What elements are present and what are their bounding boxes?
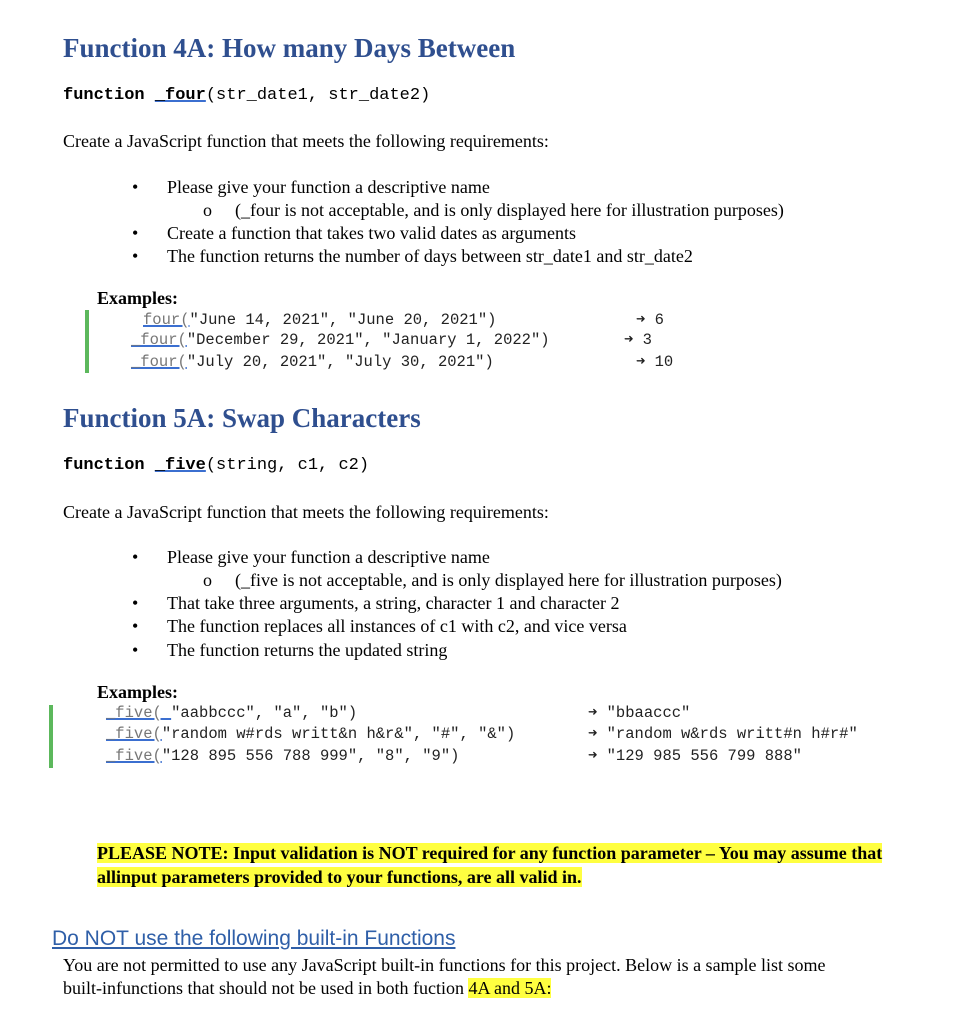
params: (string, c1, c2) — [205, 456, 370, 475]
bullet: • — [132, 547, 139, 567]
params: (str_date1, str_date2) — [205, 86, 431, 105]
builtin-text: You are not permitted to use any JavaScript built-in functions for this project. Below is a sample list some — [63, 955, 826, 975]
section-title-5a: Function 5A: Swap Characters — [63, 403, 421, 433]
example-result: ➜ 10 — [636, 353, 674, 371]
bullet-text: The function replaces all instances of c1 with c2, and vice versa — [167, 616, 627, 636]
bullet-text: That take three arguments, a string, character 1 and character 2 — [167, 593, 620, 613]
bullet: • — [132, 616, 139, 636]
function-name: _five — [154, 456, 206, 475]
example-result: ➜ 3 — [624, 331, 652, 349]
example-call: _five("random w#rds writt&n h&r&", "#", "&") — [106, 725, 516, 743]
builtin-text: built-infunctions that should not be used in both fuction 4A and 5A: — [63, 978, 552, 998]
bullet-text: The function returns the number of days between str_date1 and str_date2 — [167, 246, 693, 266]
bullet-text: Please give your function a descriptive name — [167, 547, 490, 567]
sub-bullet: o — [203, 570, 212, 590]
examples-label: Examples: — [97, 288, 178, 308]
intro-4a: Create a JavaScript function that meets the following requirements: — [63, 131, 549, 151]
example-bar — [85, 310, 89, 373]
bullet-text: Please give your function a descriptive name — [167, 177, 490, 197]
note-line: allinput parameters provided to your functions, are all valid in. — [97, 867, 582, 887]
builtin-heading[interactable]: Do NOT use the following built-in Functions — [52, 927, 456, 950]
bullet-text: The function returns the updated string — [167, 640, 448, 660]
bullet: • — [132, 223, 139, 243]
example-result: ➜ "129 985 556 799 888" — [588, 747, 802, 765]
example-result: ➜ "bbaaccc" — [588, 704, 691, 722]
sub-bullet: o — [203, 200, 212, 220]
example-call: _four("December 29, 2021", "January 1, 2022") — [131, 331, 550, 349]
example-result: ➜ "random w&rds writt#n h#r#" — [588, 725, 858, 743]
example-result: ➜ 6 — [636, 311, 664, 329]
sub-bullet-text: (_five is not acceptable, and is only displayed here for illustration purposes) — [235, 570, 782, 590]
bullet: • — [132, 246, 139, 266]
bullet: • — [132, 593, 139, 613]
example-bar — [49, 705, 53, 768]
function-signature-5a — [63, 457, 369, 474]
keyword: function — [63, 86, 145, 105]
function-name: _four — [154, 86, 206, 105]
intro-5a: Create a JavaScript function that meets the following requirements: — [63, 502, 549, 522]
example-call: _five("128 895 556 788 999", "8", "9") — [106, 747, 460, 765]
function-signature-4a — [63, 87, 430, 104]
bullet: • — [132, 640, 139, 660]
section-title-4a: Function 4A: How many Days Between — [63, 33, 516, 63]
example-call: four("June 14, 2021", "June 20, 2021") — [143, 311, 497, 329]
keyword: function — [63, 456, 145, 475]
sub-bullet-text: (_four is not acceptable, and is only displayed here for illustration purposes) — [235, 200, 784, 220]
examples-label: Examples: — [97, 682, 178, 702]
bullet: • — [132, 177, 139, 197]
note-line: PLEASE NOTE: Input validation is NOT required for any function parameter – You may assume that — [97, 843, 883, 863]
bullet-text: Create a function that takes two valid dates as arguments — [167, 223, 577, 243]
example-call: _five( "aabbccc", "a", "b") — [106, 704, 358, 722]
example-call: _four("July 20, 2021", "July 30, 2021") — [131, 353, 494, 371]
